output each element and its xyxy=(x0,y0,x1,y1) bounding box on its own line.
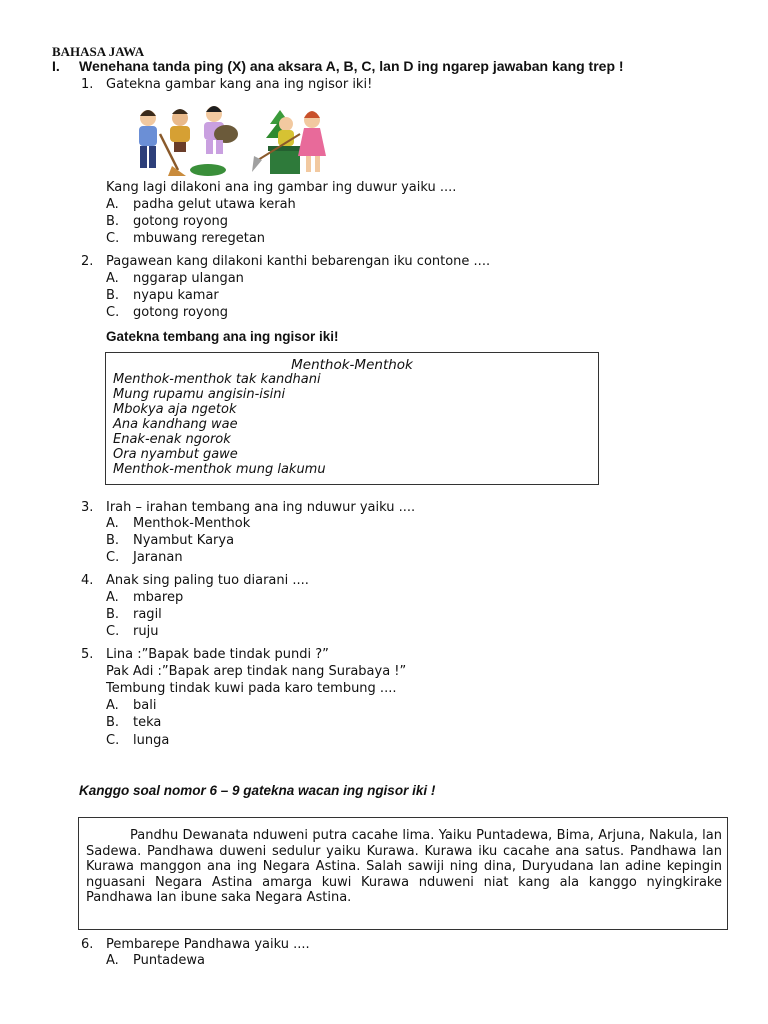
question-text: Gatekna gambar kang ana ing ngisor iki! xyxy=(106,77,373,92)
song-instruction: Gatekna tembang ana ing ngisor iki! xyxy=(106,329,339,344)
question-number: 5. xyxy=(81,647,94,662)
option-key: C. xyxy=(106,305,120,320)
song-line: Menthok-menthok mung lakumu xyxy=(113,462,326,477)
reading-passage xyxy=(86,828,722,906)
question-number: 6. xyxy=(81,937,94,952)
option-key: A. xyxy=(106,271,119,286)
option-text: nggarap ulangan xyxy=(133,271,244,286)
section-number: I. xyxy=(52,58,60,74)
song-line: Ora nyambut gawe xyxy=(113,447,238,462)
song-line: Mung rupamu angisin-isini xyxy=(113,387,286,402)
option-text: lunga xyxy=(133,733,170,748)
question-number: 4. xyxy=(81,573,94,588)
option-key: C. xyxy=(106,624,120,639)
song-line: Mbokya aja ngetok xyxy=(113,402,237,417)
option-key: C. xyxy=(106,231,120,246)
option-text: Jaranan xyxy=(133,550,183,565)
option-key: B. xyxy=(106,214,120,229)
option-text: mbarep xyxy=(133,590,184,605)
question-number: 2. xyxy=(81,254,94,269)
question-text: Pembarepe Pandhawa yaiku .... xyxy=(106,937,310,952)
option-key: B. xyxy=(106,715,120,730)
option-key: A. xyxy=(106,516,119,531)
option-text: nyapu kamar xyxy=(133,288,219,303)
song-line: Ana kandhang wae xyxy=(113,417,238,432)
option-text: ruju xyxy=(133,624,159,639)
option-text: padha gelut utawa kerah xyxy=(133,197,296,212)
reading-instruction: Kanggo soal nomor 6 – 9 gatekna wacan ing ngisor iki ! xyxy=(79,783,436,798)
gotong-royong-illustration xyxy=(130,104,330,184)
option-key: A. xyxy=(106,698,119,713)
reading-paragraph: Pandhu Dewanata nduweni putra cacahe lima. Yaiku Puntadewa, Bima, Arjuna, Nakula, lan Sadewa. Pandhawa duweni sedulur yaiku Kurawa. Kurawa iku cacahe ana satus. Pandhawa lan Kurawa manggon ana ing Negara Astina. Salah sawiji ning dina, Duryudana lan adine kepingin nguasani Negara Astina amarga kuwi Kurawa nduweni niat kang ala kanggo nyingkirake Pandhawa lan ibune saka Negara Astina. xyxy=(86,828,722,905)
option-text: ragil xyxy=(133,607,162,622)
section-instruction: Wenehana tanda ping (X) ana aksara A, B, C, lan D ing ngarep jawaban kang trep ! xyxy=(79,58,624,74)
question-prompt: Tembung tindak kuwi pada karo tembung .... xyxy=(106,681,397,696)
subject-title: BAHASA JAWA xyxy=(52,44,145,59)
reading-box xyxy=(78,817,728,930)
option-text: gotong royong xyxy=(133,305,229,320)
option-key: B. xyxy=(106,288,120,303)
song-title: Menthok-Menthok xyxy=(291,357,413,373)
option-key: A. xyxy=(106,197,119,212)
option-key: C. xyxy=(106,550,120,565)
option-text: gotong royong xyxy=(133,214,229,229)
option-text: Menthok-Menthok xyxy=(133,516,251,531)
question-number: 3. xyxy=(81,500,94,515)
option-key: C. xyxy=(106,733,120,748)
song-box xyxy=(105,352,599,485)
option-text: bali xyxy=(133,698,157,713)
song-line: Enak-enak ngorok xyxy=(113,432,231,447)
question-text: Lina :”Bapak bade tindak pundi ?” xyxy=(106,647,329,662)
option-key: B. xyxy=(106,607,120,622)
question-text: Irah – irahan tembang ana ing nduwur yaiku .... xyxy=(106,500,416,515)
question-prompt: Kang lagi dilakoni ana ing gambar ing duwur yaiku .... xyxy=(106,180,457,195)
option-text: mbuwang reregetan xyxy=(133,231,266,246)
question-dialog-line: Pak Adi :”Bapak arep tindak nang Surabaya !” xyxy=(106,664,407,679)
question-text: Pagawean kang dilakoni kanthi bebarengan iku contone .... xyxy=(106,254,491,269)
option-key: A. xyxy=(106,590,119,605)
option-key: A. xyxy=(106,953,119,968)
question-number: 1. xyxy=(81,77,94,92)
question-text: Anak sing paling tuo diarani .... xyxy=(106,573,309,588)
song-line: Menthok-menthok tak kandhani xyxy=(113,372,321,387)
option-text: teka xyxy=(133,715,162,730)
option-text: Nyambut Karya xyxy=(133,533,235,548)
option-text: Puntadewa xyxy=(133,953,206,968)
option-key: B. xyxy=(106,533,120,548)
